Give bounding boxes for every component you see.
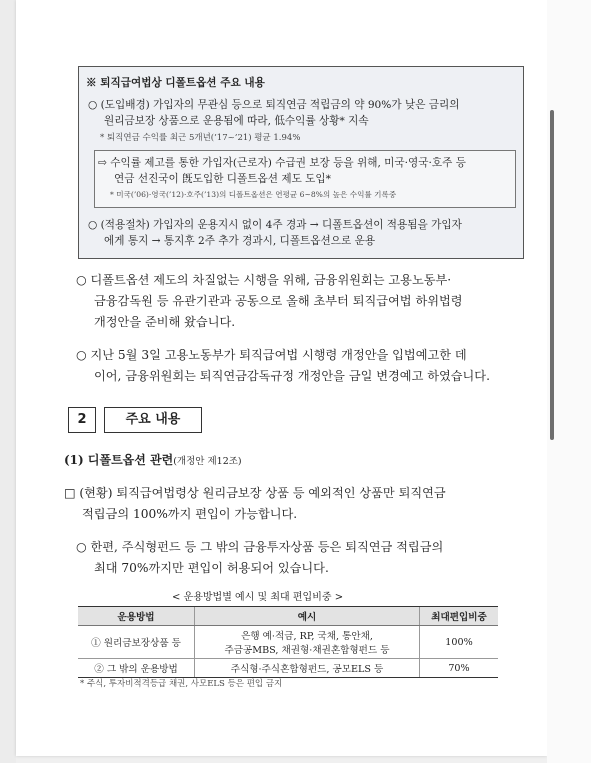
subsection-title-text: (1) 디폴트옵션 관련 [64, 453, 174, 467]
background-note: * 퇴직연금 수익률 최근 5개년(’17~’21) 평균 1.94% [100, 133, 301, 143]
table-header-example: 예시 [195, 607, 420, 626]
paragraph-1-line-1: ○ 디폴트옵션 제도의 차질없는 시행을 위해, 금융위원회는 고용노동부· [76, 273, 452, 287]
status-line-1: □ (현황) 퇴직급여법령상 원리금보장 상품 등 예외적인 상품만 퇴직연금 [64, 486, 446, 500]
table-cell-max-ratio: 100% [420, 626, 499, 659]
status-line-2: 적립금의 100%까지 편입이 가능합니다. [82, 507, 298, 521]
table-cell-example-line-1: 은행 예·적금, RP, 국채, 통안채, [241, 631, 373, 642]
section-number: 2 [68, 407, 96, 433]
procedure-line-1: ○ (적용절차) 가입자의 운용지시 없이 4주 경과 → 디폴트옵션이 적용됨을 가입자 [88, 219, 462, 231]
investment-limit-table [78, 606, 498, 678]
table-header-max-ratio: 최대편입비중 [420, 607, 499, 626]
table-header-row [78, 607, 498, 626]
table-cell-example: 주식형·주식혼합형펀드, 공모ELS 등 [195, 659, 420, 678]
paragraph-3-line-2: 최대 70%까지만 편입이 허용되어 있습니다. [94, 561, 329, 575]
table-cell-example [195, 626, 420, 659]
table-row [78, 626, 498, 659]
inner-note: * 미국(’06)·영국(’12)·호주(’13)의 디폴트옵션은 연평균 6~8%의 높은 수익률 기록중 [110, 190, 397, 199]
table-cell-method: ② 그 밖의 운용방법 [78, 659, 195, 678]
background-line-2: 원리금보장 상품으로 운용됨에 따라, 低수익률 상황* 지속 [104, 115, 369, 127]
table-header-method: 운용방법 [78, 607, 195, 626]
left-margin [0, 0, 16, 763]
subsection-title [64, 451, 242, 468]
table-footnote: * 주식, 투자비적격등급 채권, 사모ELS 등은 편입 금지 [80, 679, 283, 689]
table-row [78, 659, 498, 678]
section-title: 주요 내용 [104, 407, 202, 433]
subsection-reference: (개정안 제12조) [173, 456, 242, 467]
summary-box-title: ※ 퇴직급여법상 디폴트옵션 주요 내용 [86, 77, 265, 89]
table-cell-method: ① 원리금보장상품 등 [78, 626, 195, 659]
table-cell-example-line-2: 주금공MBS, 채권형·채권혼합형펀드 등 [224, 645, 390, 656]
paragraph-1-line-2: 금융감독원 등 유관기관과 공동으로 올해 초부터 퇴직급여법 하위법령 [94, 294, 463, 308]
paragraph-1-line-3: 개정안을 준비해 왔습니다. [94, 315, 236, 329]
table-cell-max-ratio: 70% [420, 659, 499, 678]
paragraph-2-line-2: 이어, 금융위원회는 퇴직연금감독규정 개정안을 금일 변경예고 하였습니다. [94, 369, 490, 383]
inner-line-1: ⇨ 수익률 제고를 통한 가입자(근로자) 수급권 보장 등을 위해, 미국·영국·호주 등 [98, 157, 466, 169]
inner-line-2: 연금 선진국이 旣도입한 디폴트옵션 제도 도입* [114, 173, 331, 185]
procedure-line-2: 에게 통지 → 통지후 2주 추가 경과시, 디폴트옵션으로 운용 [104, 235, 376, 247]
paragraph-2-line-1: ○ 지난 5월 3일 고용노동부가 퇴직급여법 시행령 개정안을 입법예고한 데 [76, 348, 467, 362]
background-line-1: ○ (도입배경) 가입자의 무관심 등으로 퇴직연금 적립금의 약 90%가 낮은 금리의 [88, 99, 460, 111]
table-caption: < 운용방법별 예시 및 최대 편입비중 > [172, 592, 344, 603]
paragraph-3-line-1: ○ 한편, 주식형펀드 등 그 밖의 금융투자상품 등은 퇴직연금 적립금의 [76, 540, 444, 554]
scrollbar-thumb[interactable] [550, 110, 554, 440]
